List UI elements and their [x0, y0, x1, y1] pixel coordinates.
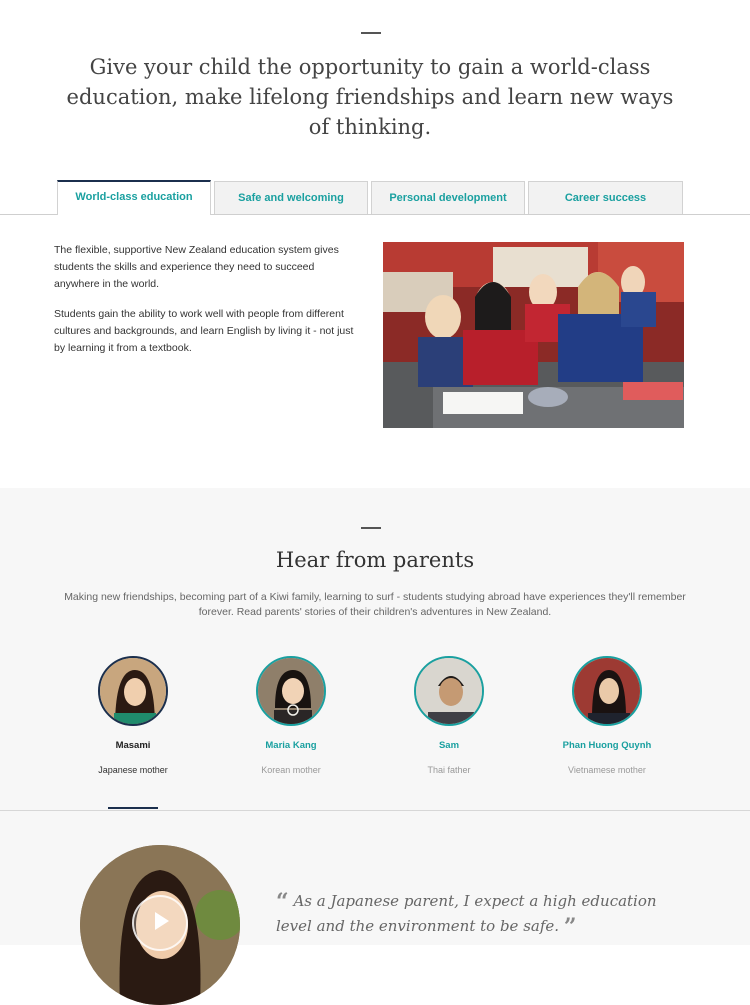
- parent-role: Japanese mother: [98, 765, 168, 775]
- parent-card-sam[interactable]: [389, 656, 509, 775]
- tab-safe-and-welcoming[interactable]: Safe and welcoming: [214, 181, 368, 214]
- parent-portrait-sam: [416, 658, 484, 726]
- tab-paragraph-1: The flexible, supportive New Zealand education system gives students the skills and experience they need to succeed anywhere in the world.: [54, 244, 339, 290]
- avatar[interactable]: [414, 656, 484, 726]
- avatar[interactable]: [572, 656, 642, 726]
- parent-name: Masami: [115, 740, 151, 751]
- play-icon[interactable]: [132, 895, 188, 951]
- open-quote-icon: “: [276, 889, 289, 915]
- parent-name: Sam: [438, 740, 460, 751]
- tab-personal-development[interactable]: Personal development: [371, 181, 525, 214]
- classroom-illustration: [383, 242, 684, 428]
- parent-portrait-maria-kang: [258, 658, 326, 726]
- active-parent-indicator: [108, 807, 158, 809]
- parent-card-maria-kang[interactable]: [231, 656, 351, 775]
- classroom-photo: [383, 242, 684, 428]
- parent-portrait-phan-huong-quynh: [574, 658, 642, 726]
- parent-name: Maria Kang: [265, 740, 317, 751]
- parents-section-subtitle: Making new friendships, becoming part of a Kiwi family, learning to surf - students studying abroad have experiences they'll remember forever. Read parents' stories of their children's adventures in New Zealand.: [64, 591, 686, 618]
- tab-career-success[interactable]: Career success: [528, 181, 683, 214]
- parent-card-masami[interactable]: [73, 656, 193, 775]
- avatar[interactable]: [98, 656, 168, 726]
- parent-role: Vietnamese mother: [568, 765, 646, 775]
- close-quote-icon: ”: [563, 914, 577, 940]
- parent-name: Phan Huong Quynh: [562, 740, 652, 751]
- parents-section-title: Hear from parents: [275, 548, 475, 572]
- intro-headline: Give your child the opportunity to gain a world-class education, make lifelong friendships and learn new ways of thinking.: [66, 55, 674, 139]
- parent-portrait-masami: [100, 658, 168, 726]
- tab-paragraph-2: Students gain the ability to work well with people from different cultures and backgrounds, and learn English by living it - not just by learning it from a textbook.: [54, 308, 354, 354]
- parent-quote: [276, 889, 696, 939]
- parent-role: Korean mother: [261, 765, 321, 775]
- parents-divider: [0, 810, 750, 811]
- decorative-dash: [361, 32, 381, 34]
- avatar[interactable]: [256, 656, 326, 726]
- decorative-dash: [361, 527, 381, 529]
- parent-card-phan-huong-quynh[interactable]: [547, 656, 667, 775]
- tab-world-class-education[interactable]: World-class education: [57, 180, 211, 215]
- parent-role: Thai father: [427, 765, 471, 775]
- parent-quote-text: As a Japanese parent, I expect a high education level and the environment to be safe.: [276, 892, 657, 935]
